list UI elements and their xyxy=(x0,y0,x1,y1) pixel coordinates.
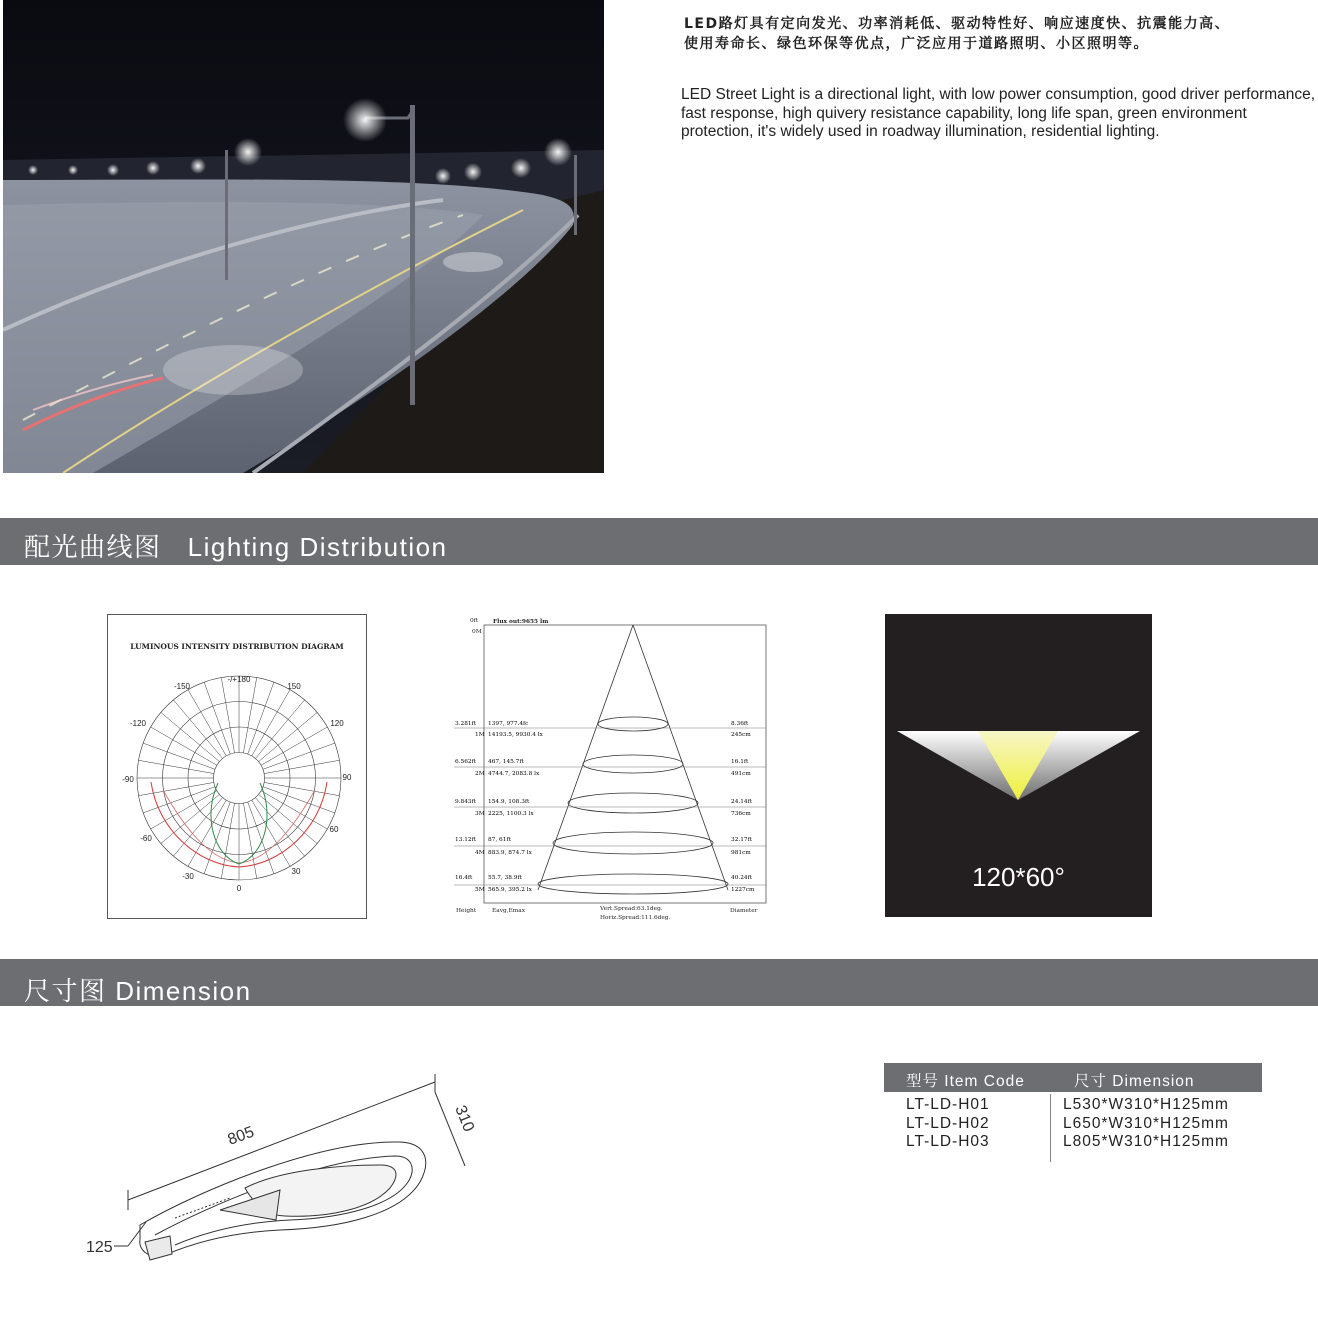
row-item-code: LT-LD-H03 xyxy=(906,1133,990,1150)
row-height-ft: 16.4ft xyxy=(455,875,473,881)
polar-spoke xyxy=(243,678,256,753)
cone-row xyxy=(454,793,766,817)
polar-spoke xyxy=(204,682,230,754)
row-lux: 565.9, 395.2 lx xyxy=(488,887,532,893)
illuminance-cone-diagram xyxy=(450,612,770,924)
header-dimension: 尺寸 Dimension xyxy=(1074,1073,1195,1090)
cone-row xyxy=(454,832,766,856)
polar-spoke xyxy=(151,791,217,829)
polar-spoke xyxy=(264,782,339,795)
dimension-height-label: 125 xyxy=(86,1239,113,1256)
row-height-m: 2M xyxy=(475,771,485,777)
row-diameter-cm: 981cm xyxy=(731,850,751,856)
row-diameter-cm: 736cm xyxy=(731,811,751,817)
footer-emax-label: Eavg,Emax xyxy=(492,908,525,914)
polar-spoke xyxy=(252,800,290,866)
row-item-code: LT-LD-H02 xyxy=(906,1115,990,1132)
angle-label-minus-120: -120 xyxy=(129,719,147,728)
angle-label-minus-60: -60 xyxy=(140,834,152,843)
height-0m-label: 0M xyxy=(472,629,482,635)
footer-diameter-label: Diameter xyxy=(730,908,758,914)
row-height-m: 4M xyxy=(475,850,485,856)
row-diameter-ft: 40.24ft xyxy=(731,875,753,881)
angle-label-0: 0 xyxy=(236,884,242,893)
angle-label-minus-30: -30 xyxy=(182,872,194,881)
cone-chart-svg xyxy=(450,612,770,924)
row-footcandle: 87, 61ft xyxy=(488,837,511,843)
angle-label-150: 150 xyxy=(287,682,301,691)
row-footcandle: 467, 145.7ft xyxy=(488,759,524,765)
angle-label-180: -/+180 xyxy=(227,675,251,684)
dimension-length-label: 805 xyxy=(225,1123,257,1149)
row-lux: 2225, 1100.3 lx xyxy=(488,811,534,817)
polar-chart-svg xyxy=(108,615,366,918)
polar-grid xyxy=(137,676,341,880)
row-diameter-cm: 491cm xyxy=(731,771,751,777)
cone-right-edge xyxy=(633,625,728,890)
polar-spoke xyxy=(143,743,215,769)
polar-spoke xyxy=(261,791,327,829)
row-height-m: 5M xyxy=(475,887,485,893)
row-diameter-ft: 16.1ft xyxy=(731,759,749,765)
cone-rows xyxy=(454,717,766,894)
angle-label-90: 90 xyxy=(342,773,352,782)
table-header xyxy=(884,1063,1262,1092)
height-0ft-label: 0ft xyxy=(470,618,479,624)
section-title-lighting: 配光曲线图 Lighting Distribution xyxy=(24,532,448,562)
polar-spoke xyxy=(221,803,234,878)
cone-row xyxy=(454,755,766,777)
table-row xyxy=(884,1133,1262,1151)
angle-label-minus-90: -90 xyxy=(122,775,134,784)
section-header-lighting-distribution xyxy=(0,518,1318,565)
row-dimension: L530*W310*H125mm xyxy=(1063,1096,1229,1113)
polar-spoke xyxy=(151,727,217,765)
night-road-illustration xyxy=(3,0,604,473)
cone-left-edge xyxy=(538,625,633,890)
dimension-width-label: 310 xyxy=(451,1103,478,1135)
row-height-ft: 9.843ft xyxy=(455,799,477,805)
polar-spoke xyxy=(261,727,327,765)
polar-spoke xyxy=(188,800,226,866)
intro-english-text: LED Street Light is a directional light, with low power consumption, good driver performance, fast response, high quivery resistance capability, long life span, green environment protection, it's widely used in roadway illumination, residential lighting. xyxy=(681,86,1316,140)
intro-chinese-text xyxy=(684,14,1314,54)
header-item-code: 型号 Item Code xyxy=(906,1073,1025,1090)
polar-spoke xyxy=(252,690,290,756)
item-code-dimension-table xyxy=(884,1063,1262,1163)
beam-angle-panel xyxy=(885,614,1152,917)
section-header-dimension xyxy=(0,959,1318,1006)
section-title-dimension: 尺寸图 Dimension xyxy=(24,976,252,1006)
row-lux: 4744.7, 2083.8 lx xyxy=(488,771,540,777)
polar-spoke xyxy=(139,782,214,795)
polar-spoke xyxy=(263,743,335,769)
row-diameter-ft: 24.14ft xyxy=(731,799,753,805)
polar-ring xyxy=(214,753,265,804)
row-diameter-ft: 8.36ft xyxy=(731,721,749,727)
dimension-line-height xyxy=(128,1222,146,1246)
cone-row xyxy=(454,717,766,738)
row-dimension: L650*W310*H125mm xyxy=(1063,1115,1229,1132)
row-height-ft: 6.562ft xyxy=(455,759,477,765)
row-diameter-cm: 245cm xyxy=(731,732,751,738)
row-footcandle: 154.9, 108.3ft xyxy=(488,799,530,805)
row-diameter-cm: 1227cm xyxy=(731,887,755,893)
row-height-ft: 3.281ft xyxy=(455,721,477,727)
angle-label-60: 60 xyxy=(329,825,339,834)
polar-spoke xyxy=(188,690,226,756)
table-row xyxy=(884,1096,1262,1114)
table-row xyxy=(884,1115,1262,1133)
polar-spoke xyxy=(221,678,234,753)
lamp-outline-svg xyxy=(80,1070,500,1270)
polar-spoke xyxy=(143,787,215,813)
polar-spoke xyxy=(248,682,274,754)
polar-title: LUMINOUS INTENSITY DISTRIBUTION DIAGRAM xyxy=(130,642,344,651)
row-dimension: L805*W310*H125mm xyxy=(1063,1133,1229,1150)
polar-spoke xyxy=(263,787,335,813)
row-height-m: 3M xyxy=(475,811,485,817)
footer-vert-spread: Vert.Spread:63.1deg. xyxy=(600,906,663,912)
row-diameter-ft: 32.17ft xyxy=(731,837,753,843)
beam-angle-label: 120*60° xyxy=(972,862,1065,892)
row-item-code: LT-LD-H01 xyxy=(906,1096,990,1113)
intro-cn-line-2: 使用寿命长、绿色环保等优点，广泛应用于道路照明、小区照明等。 xyxy=(684,36,1149,52)
flux-output-label: Flux out:9655 lm xyxy=(493,619,549,625)
intro-cn-line-1: LED路灯具有定向发光、功率消耗低、驱动特性好、响应速度快、抗震能力高、 xyxy=(684,16,1231,32)
angle-label-minus-150: -150 xyxy=(173,682,191,691)
footer-height-label: Height xyxy=(456,908,477,914)
row-height-m: 1M xyxy=(475,732,485,738)
cone-frame xyxy=(484,625,766,903)
row-lux: 14193.5, 9930.4 lx xyxy=(488,732,543,738)
footer-horiz-spread: Horiz.Spread:111.6deg. xyxy=(600,915,671,921)
polar-spoke xyxy=(264,760,339,773)
row-lux: 883.9, 874.7 lx xyxy=(488,850,532,856)
row-footcandle: 55.7, 38.9ft xyxy=(488,875,522,881)
angle-label-120: 120 xyxy=(330,719,344,728)
hero-photo xyxy=(3,0,604,473)
beam-illustration xyxy=(885,614,1152,834)
row-height-ft: 13.12ft xyxy=(455,837,477,843)
luminous-intensity-diagram xyxy=(107,614,367,919)
angle-label-30: 30 xyxy=(291,867,301,876)
polar-spoke xyxy=(243,803,256,878)
lamp-dimension-drawing xyxy=(80,1070,500,1270)
cone-row xyxy=(454,874,766,894)
row-footcandle: 1397, 977.4fc xyxy=(488,721,529,727)
polar-spoke xyxy=(139,760,214,773)
